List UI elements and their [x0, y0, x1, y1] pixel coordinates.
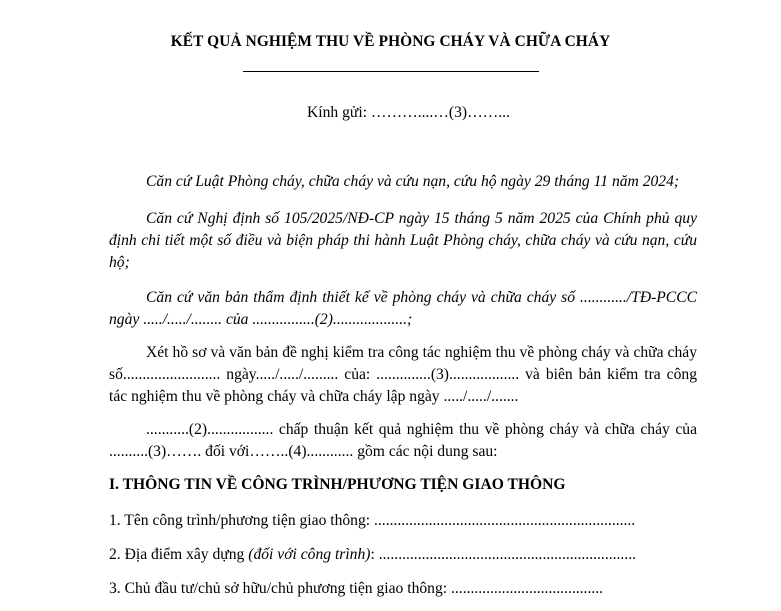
item-construction-location: [109, 546, 636, 564]
item-investor-owner: 3. Chủ đầu tư/chủ sở hữu/chủ phương tiện giao thông: .......................................: [109, 580, 604, 597]
document-title: KẾT QUẢ NGHIỆM THU VỀ PHÒNG CHÁY VÀ CHỮA CHÁY: [170, 33, 611, 50]
title-underline: [243, 71, 539, 72]
approval-paragraph: ...........(2)................. chấp thuận kết quả nghiệm thu về phòng cháy và chữa cháy của ..........(3)……. đối với……..(4)............ gồm các nội dung sau:: [109, 421, 697, 460]
basis-decree: Căn cứ Nghị định số 105/2025/NĐ-CP ngày 15 tháng 5 năm 2025 của Chính phủ quy định chi tiết một số điều và biện pháp thi hành Luật Phòng cháy, chữa cháy và cứu nạn, cứu hộ;: [109, 210, 697, 271]
basis-law: Căn cứ Luật Phòng cháy, chữa cháy và cứu nạn, cứu hộ ngày 29 tháng 11 năm 2024;: [146, 173, 680, 190]
section-heading: I. THÔNG TIN VỀ CÔNG TRÌNH/PHƯƠNG TIỆN GIAO THÔNG: [109, 476, 566, 493]
item-location-blank: : ..................................................................: [370, 546, 637, 563]
item-location-note: (đối với công trình): [248, 546, 371, 563]
consideration-paragraph: Xét hồ sơ và văn bản đề nghị kiểm tra công tác nghiệm thu về phòng cháy và chữa cháy số......................... ngày...../...../......... của: ..............(3).................. và biên bản kiểm tra công tác nghiệm thu về phòng cháy và chữa cháy lập ngày ...../...../.......: [109, 344, 697, 405]
item-location-label: 2. Địa điểm xây dựng: [109, 546, 249, 563]
item-project-name: 1. Tên công trình/phương tiện giao thông: ...................................................................: [109, 512, 636, 529]
basis-design-appraisal: Căn cứ văn bản thẩm định thiết kế về phòng cháy và chữa cháy số ............/TĐ-PCCC ngày ...../...../........ của ................(2)...................;: [109, 289, 697, 328]
salutation: Kính gửi: ………....…(3)……...: [307, 104, 510, 121]
